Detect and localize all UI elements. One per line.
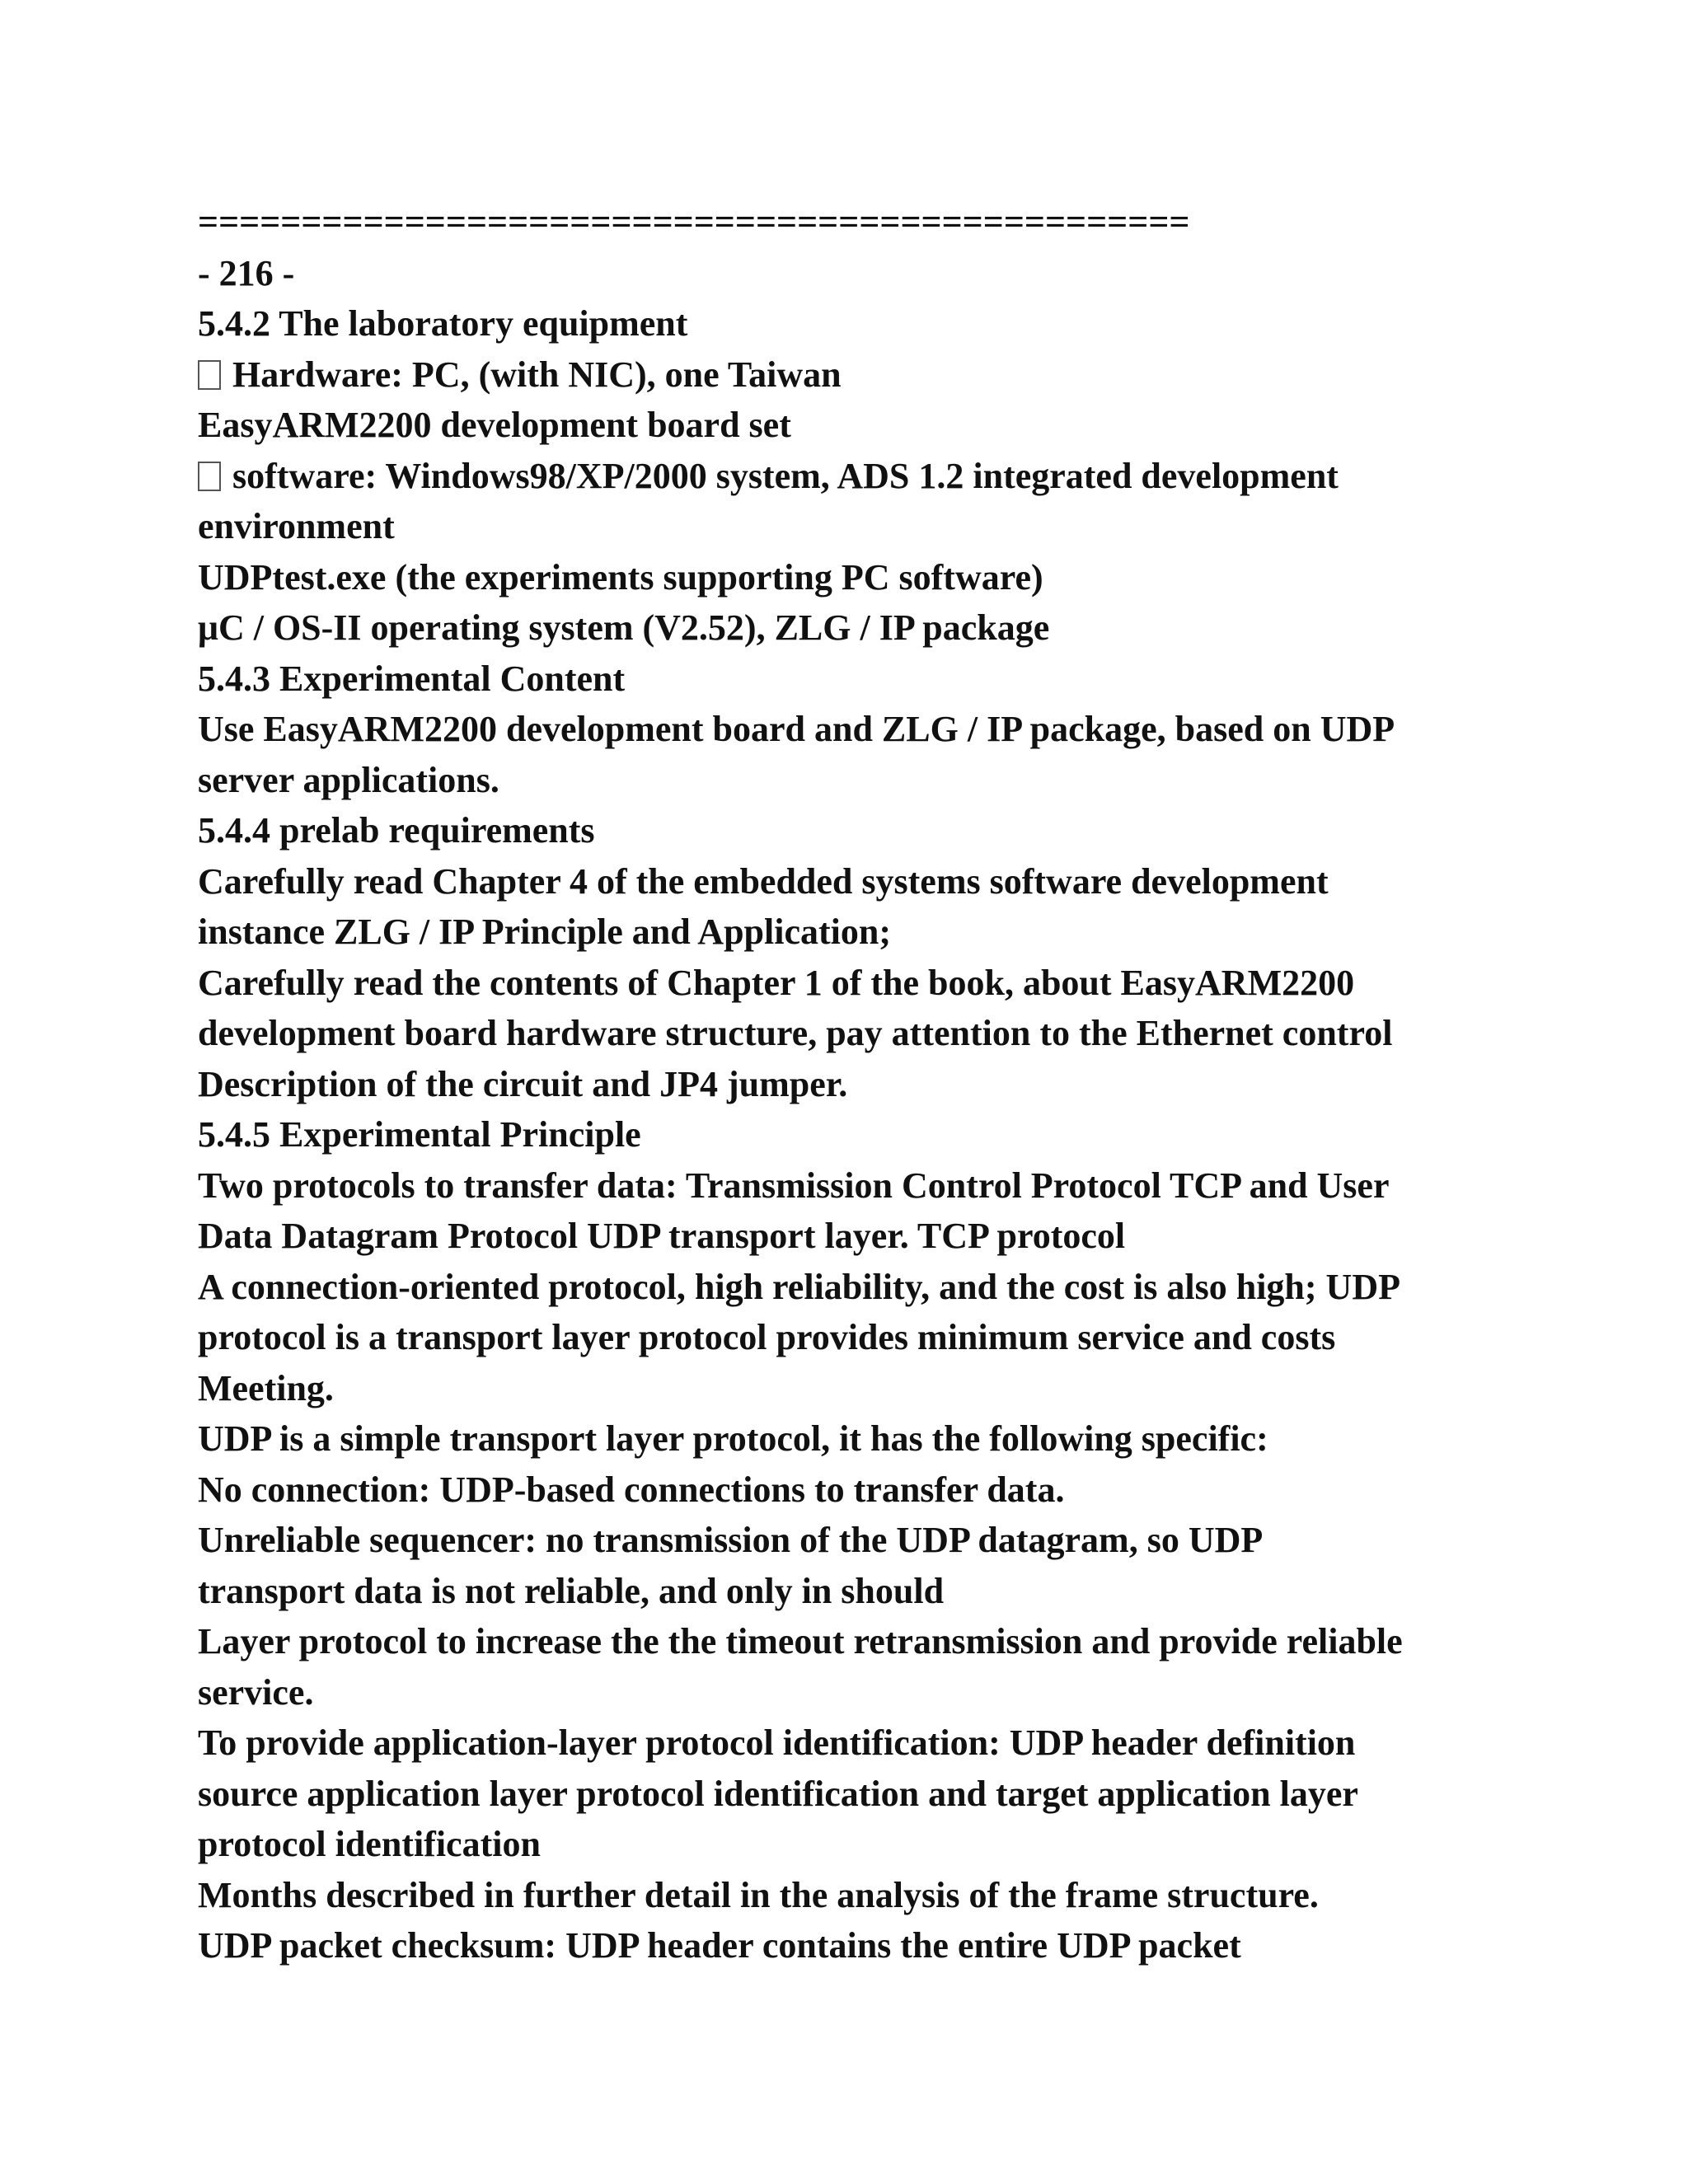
- text-line: [198, 1262, 1550, 1313]
- line-text: Months described in further detail in the analysis of the frame structure.: [198, 1874, 1319, 1915]
- line-text: No connection: UDP-based connections to transfer data.: [198, 1469, 1065, 1510]
- bullet-box-icon: [198, 360, 221, 390]
- text-line: [198, 1059, 1550, 1110]
- text-line: [198, 1211, 1550, 1262]
- line-text: transport data is not reliable, and only in should: [198, 1570, 945, 1611]
- line-text: UDP is a simple transport layer protocol, it has the following specific:: [198, 1418, 1268, 1459]
- line-text: 5.4.5 Experimental Principle: [198, 1114, 641, 1155]
- line-text: 5.4.3 Experimental Content: [198, 658, 626, 699]
- line-text: service.: [198, 1671, 314, 1713]
- line-text: EasyARM2200 development board set: [198, 405, 791, 445]
- page-number: - 216 -: [198, 252, 295, 293]
- text-line: [198, 400, 1550, 451]
- text-line: [198, 856, 1550, 907]
- line-text: Meeting.: [198, 1367, 334, 1408]
- line-text: Carefully read the contents of Chapter 1 of the book, about EasyARM2200: [198, 962, 1355, 1003]
- line-text: UDP packet checksum: UDP header contains the entire UDP packet: [198, 1925, 1241, 1966]
- line-text: instance ZLG / IP Principle and Application;: [198, 912, 892, 952]
- text-line: [198, 958, 1550, 1009]
- text-line: [198, 552, 1550, 603]
- line-text: 5.4.2 The laboratory equipment: [198, 303, 688, 344]
- line-text: Use EasyARM2200 development board and ZLG / IP package, based on UDP: [198, 709, 1395, 749]
- line-text: A connection-oriented protocol, high reliability, and the cost is also high; UDP: [198, 1266, 1400, 1307]
- text-line: [198, 704, 1550, 755]
- line-text: 5.4.4 prelab requirements: [198, 810, 595, 851]
- line-text: Description of the circuit and JP4 jumper.: [198, 1063, 848, 1104]
- line-text: Hardware: PC, (with NIC), one Taiwan: [232, 354, 842, 395]
- text-line: [198, 1667, 1550, 1718]
- line-text: development board hardware structure, pay attention to the Ethernet control: [198, 1013, 1393, 1053]
- text-line: [198, 1160, 1550, 1212]
- line-text: μC / OS-II operating system (V2.52), ZLG / IP package: [198, 607, 1050, 648]
- text-line: [198, 654, 1550, 705]
- line-text: server applications.: [198, 759, 499, 800]
- line-text: Unreliable sequencer: no transmission of the UDP datagram, so UDP: [198, 1520, 1264, 1560]
- line-text: source application layer protocol identification and target application layer: [198, 1773, 1358, 1814]
- text-line: [198, 1465, 1550, 1516]
- text-line: [198, 907, 1550, 958]
- text-line: [198, 1870, 1550, 1921]
- line-text: protocol is a transport layer protocol provides minimum service and costs: [198, 1317, 1336, 1357]
- line-text: software: Windows98/XP/2000 system, ADS 1.2 integrated development: [232, 455, 1339, 496]
- text-line: [198, 602, 1550, 654]
- page-content: [198, 197, 1550, 1971]
- text-line: [198, 1312, 1550, 1363]
- text-lines: [198, 298, 1550, 1971]
- text-line: [198, 1920, 1550, 1971]
- text-line: [198, 1363, 1550, 1414]
- line-text: Carefully read Chapter 4 of the embedded systems software development: [198, 860, 1329, 902]
- line-text: To provide application-layer protocol identification: UDP header definition: [198, 1722, 1356, 1763]
- text-line: [198, 1413, 1550, 1465]
- bullet-box-icon: [198, 462, 221, 491]
- line-text: protocol identification: [198, 1824, 541, 1864]
- text-line: [198, 1616, 1550, 1667]
- bullet-line: [198, 451, 1550, 502]
- line-text: Data Datagram Protocol UDP transport layer. TCP protocol: [198, 1216, 1126, 1256]
- text-line: [198, 1769, 1550, 1820]
- text-line: [198, 1109, 1550, 1160]
- bullet-line: [198, 349, 1550, 401]
- text-line: [198, 755, 1550, 806]
- line-text: Layer protocol to increase the the timeout retransmission and provide reliable: [198, 1621, 1403, 1661]
- text-line: [198, 1008, 1550, 1059]
- line-text: environment: [198, 506, 395, 546]
- text-line: [198, 1718, 1550, 1769]
- text-line: [198, 298, 1550, 349]
- text-line: [198, 805, 1550, 856]
- text-line: [198, 1819, 1550, 1870]
- text-line: [198, 1566, 1550, 1617]
- line-text: UDPtest.exe (the experiments supporting PC software): [198, 556, 1043, 598]
- separator-line: ================================================: [198, 202, 1190, 242]
- text-line: [198, 501, 1550, 552]
- line-text: Two protocols to transfer data: Transmission Control Protocol TCP and User: [198, 1165, 1390, 1206]
- text-line: [198, 1515, 1550, 1566]
